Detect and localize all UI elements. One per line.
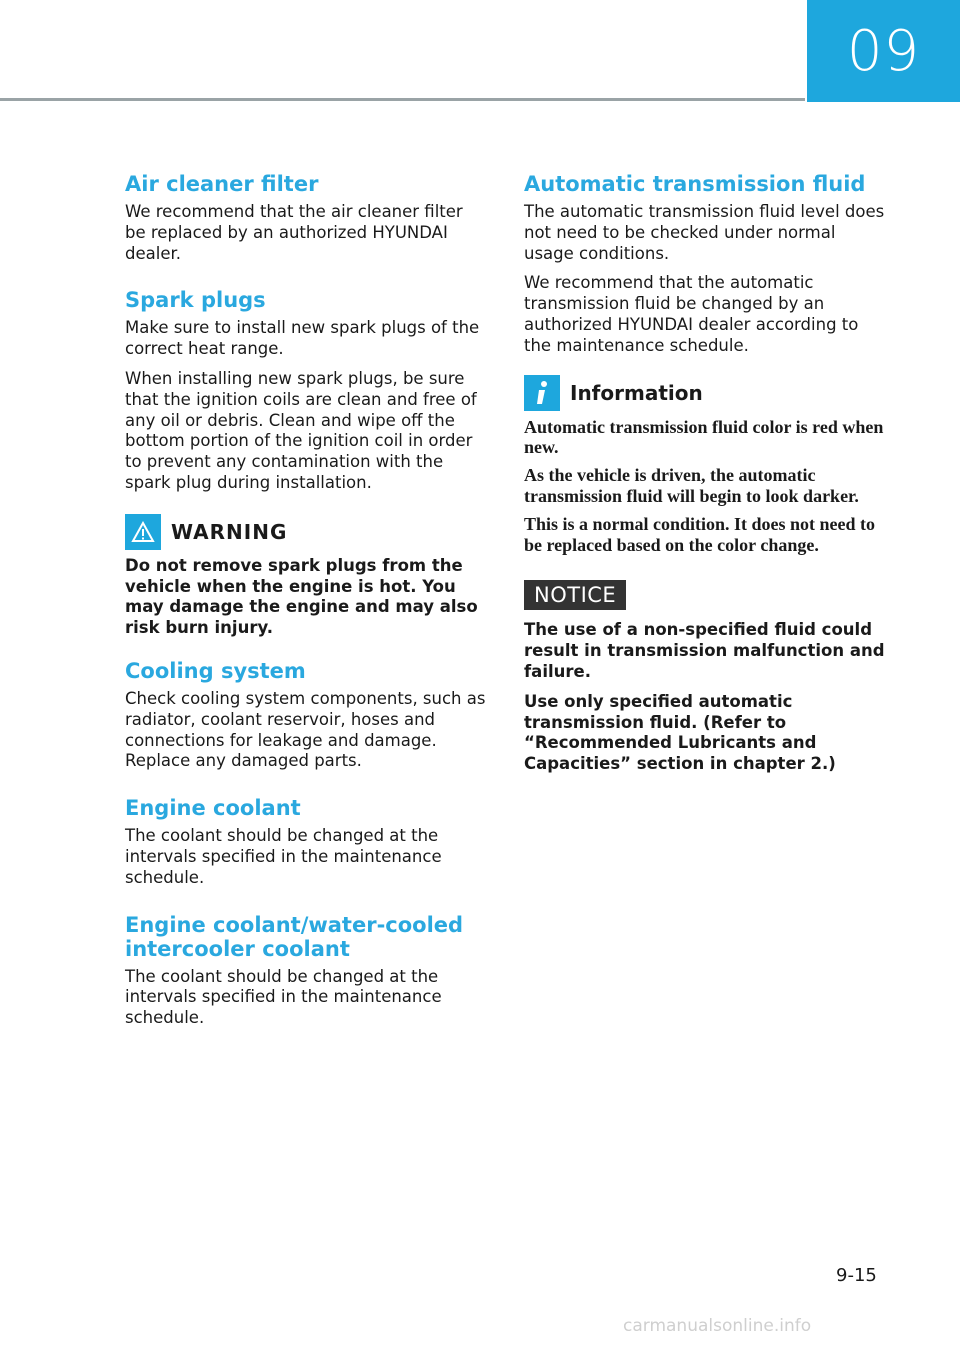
paragraph: The coolant should be changed at the intervals specified in the maintenance schedule.: [125, 826, 442, 887]
paragraph: Check cooling system components, such as radiator, coolant reservoir, hoses and connections for leakage and damage. Replace any damaged parts.: [125, 688, 486, 771]
warning-box: [125, 514, 487, 639]
section-engine-coolant: [125, 796, 487, 888]
information-header: [524, 375, 886, 411]
info-icon: [524, 375, 560, 411]
warning-header: [125, 514, 487, 550]
section-cooling-system: [125, 659, 487, 772]
section-air-cleaner: [125, 172, 487, 264]
section-spark-plugs: [125, 288, 487, 493]
heading-atf: Automatic transmission fluid: [524, 172, 866, 196]
heading-engine-coolant: Engine coolant: [125, 796, 301, 821]
notice-badge: NOTICE: [524, 580, 626, 610]
paragraph: We recommend that the air cleaner filter be replaced by an authorized HYUNDAI dealer.: [125, 202, 463, 263]
info-text: This is a normal condition. It does not need to be replaced based on the color change.: [524, 513, 876, 555]
watermark: carmanualsonline.info: [623, 1316, 812, 1336]
heading-intercooler-coolant: Engine coolant/water-cooled intercooler coolant: [125, 912, 464, 961]
header-rule: [0, 98, 805, 101]
info-text: As the vehicle is driven, the automatic transmission fluid will begin to look darker.: [524, 465, 859, 506]
paragraph: We recommend that the automatic transmission fluid be changed by an authorized HYUNDAI dealer according to the maintenance schedule.: [524, 273, 859, 355]
paragraph: When installing new spark plugs, be sure that the ignition coils are clean and free of any oil or debris. Clean and wipe off the bottom portion of the ignition coil in order to prevent any contamination with the spark plug during installation.: [125, 368, 477, 492]
chapter-tab: [807, 0, 960, 102]
warning-icon: [125, 514, 161, 550]
information-title: Information: [570, 380, 703, 405]
paragraph: Make sure to install new spark plugs of the correct heat range.: [125, 318, 480, 359]
paragraph: The coolant should be changed at the intervals specified in the maintenance schedule.: [125, 966, 442, 1028]
warning-title: WARNING: [171, 519, 288, 544]
notice-box: [524, 562, 886, 775]
page-number: 9-15: [836, 1265, 877, 1286]
left-column: [125, 172, 487, 1053]
info-text: Automatic transmission fluid color is red when new.: [524, 416, 884, 458]
section-intercooler-coolant: [125, 913, 487, 1029]
heading-air-cleaner: Air cleaner filter: [125, 172, 319, 196]
heading-spark-plugs: Spark plugs: [125, 288, 266, 313]
right-column: [524, 172, 886, 784]
notice-text: The use of a non-specified fluid could result in transmission malfunction and failure.: [524, 620, 885, 681]
section-atf: [524, 172, 886, 357]
heading-cooling-system: Cooling system: [125, 658, 306, 683]
paragraph: The automatic transmission fluid level does not need to be checked under normal usage conditions.: [524, 202, 885, 263]
chapter-number: 09: [846, 18, 921, 84]
notice-text: Use only specified automatic transmission fluid. (Refer to “Recommended Lubricants and Capacities” section in chapter 2.): [524, 691, 836, 774]
warning-text: Do not remove spark plugs from the vehicle when the engine is hot. You may damage the engine and may also risk burn injury.: [125, 555, 478, 638]
information-box: [524, 375, 886, 556]
